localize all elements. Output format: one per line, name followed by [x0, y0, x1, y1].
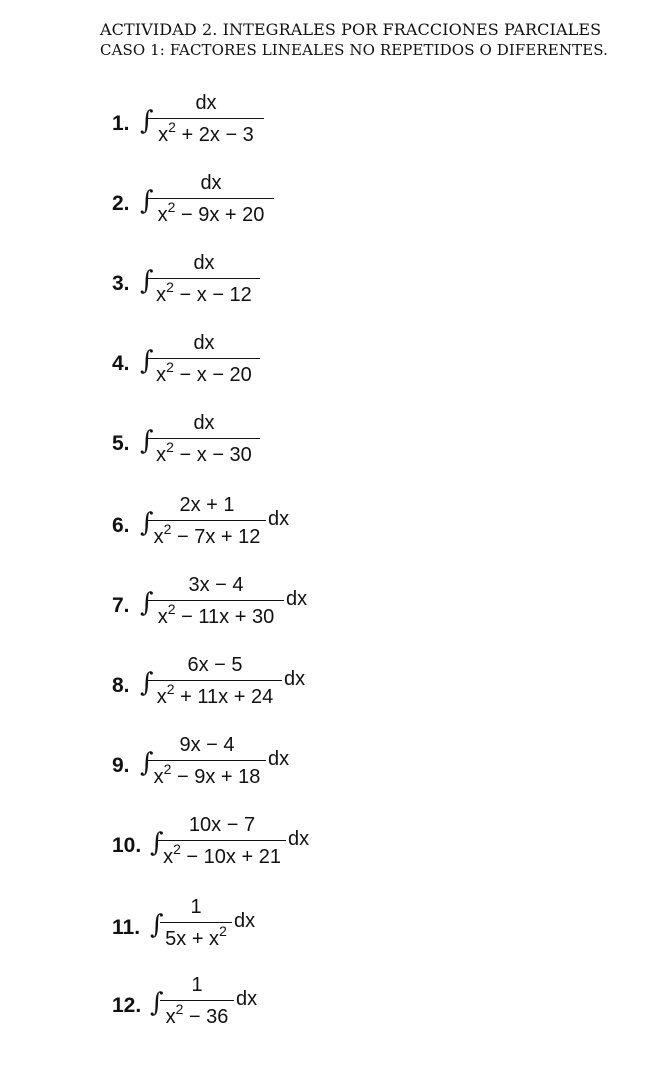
- problem-number: 1.: [112, 112, 130, 135]
- denominator-base: x: [157, 606, 168, 628]
- fraction: [148, 168, 274, 229]
- fraction: [148, 408, 260, 469]
- fraction: [148, 730, 266, 791]
- denominator-rest: − x − 20: [173, 364, 252, 386]
- problem-number: 6.: [112, 514, 130, 537]
- exponent: 2: [166, 681, 175, 697]
- numerator: dx: [193, 332, 215, 354]
- problem-number: 4.: [112, 352, 130, 375]
- denominator-base: x: [165, 1006, 176, 1028]
- denominator-rest: − 9x + 18: [171, 766, 261, 788]
- differential: dx: [268, 508, 290, 530]
- differential: dx: [268, 748, 290, 770]
- denominator-base: x: [156, 444, 167, 466]
- denominator-base: 5x + x: [165, 928, 220, 950]
- integral-sign: ∫: [140, 106, 154, 136]
- numerator: 2x + 1: [179, 494, 235, 516]
- denominator-rest: − x − 30: [173, 444, 252, 466]
- denominator-base: x: [156, 364, 167, 386]
- denominator: [148, 199, 274, 229]
- problem-number: 5.: [112, 432, 130, 455]
- denominator-base: x: [153, 766, 164, 788]
- denominator: [148, 521, 266, 551]
- differential: dx: [284, 668, 306, 690]
- problem-number: 9.: [112, 754, 130, 777]
- denominator-rest: − x − 12: [173, 284, 252, 306]
- fraction: [160, 970, 234, 1031]
- differential: dx: [236, 988, 258, 1010]
- denominator-base: x: [157, 204, 168, 226]
- integral-sign: ∫: [140, 748, 154, 778]
- exponent: 2: [219, 923, 227, 939]
- denominator: [148, 279, 260, 309]
- exponent: 2: [168, 119, 176, 135]
- integral-sign: ∫: [140, 266, 154, 296]
- numerator: 1: [190, 896, 202, 918]
- page-title: ACTIVIDAD 2. INTEGRALES POR FRACCIONES PARCIALES: [100, 20, 602, 39]
- denominator-base: x: [158, 124, 169, 146]
- exponent: 2: [166, 439, 174, 455]
- fraction: [148, 570, 284, 631]
- fraction: [148, 490, 266, 551]
- page-subtitle: CASO 1: FACTORES LINEALES NO REPETIDOS O DIFERENTES.: [100, 41, 608, 59]
- denominator: [160, 923, 232, 953]
- numerator: 10x − 7: [188, 814, 256, 836]
- exponent: 2: [167, 199, 176, 215]
- problem-number: 12.: [112, 994, 142, 1017]
- denominator: [148, 439, 260, 469]
- exponent: 2: [166, 279, 174, 295]
- denominator-rest: − 10x + 21: [180, 846, 281, 868]
- denominator: [148, 681, 282, 711]
- numerator: dx: [193, 412, 215, 434]
- denominator-rest: + 2x − 3: [175, 124, 254, 146]
- exponent: 2: [163, 521, 172, 537]
- header: [100, 20, 608, 60]
- exponent: 2: [175, 1001, 184, 1017]
- denominator-rest: − 11x + 30: [175, 606, 275, 628]
- integral-sign: ∫: [150, 988, 164, 1018]
- differential: dx: [286, 588, 308, 610]
- numerator: 1: [191, 974, 203, 996]
- problem-number: 2.: [112, 192, 130, 215]
- denominator-rest: − 9x + 20: [175, 204, 265, 226]
- denominator: [148, 601, 284, 631]
- numerator: dx: [200, 172, 222, 194]
- numerator: 9x − 4: [179, 734, 235, 756]
- numerator: 6x − 5: [187, 654, 243, 676]
- denominator-base: x: [156, 284, 167, 306]
- denominator: [148, 761, 266, 791]
- differential: dx: [234, 910, 256, 932]
- exponent: 2: [166, 359, 174, 375]
- denominator-rest: + 11x + 24: [174, 686, 274, 708]
- denominator-rest: − 7x + 12: [171, 526, 261, 548]
- problem-number: 7.: [112, 594, 130, 617]
- problem-number: 3.: [112, 272, 130, 295]
- integral-sign: ∫: [140, 346, 154, 376]
- integral-sign: ∫: [150, 910, 164, 940]
- denominator-base: x: [156, 686, 167, 708]
- denominator: [158, 841, 286, 871]
- differential: dx: [288, 828, 310, 850]
- fraction: [148, 248, 260, 309]
- denominator-rest: − 36: [183, 1006, 229, 1028]
- numerator: dx: [195, 92, 217, 114]
- exponent: 2: [167, 601, 176, 617]
- integral-sign: ∫: [140, 668, 154, 698]
- fraction: [148, 88, 264, 149]
- fraction: [148, 328, 260, 389]
- integral-sign: ∫: [150, 828, 164, 858]
- numerator: dx: [193, 252, 215, 274]
- problem-number: 8.: [112, 674, 130, 697]
- fraction: [160, 892, 232, 953]
- denominator: [148, 359, 260, 389]
- exponent: 2: [163, 761, 172, 777]
- problem-number: 10.: [112, 834, 142, 857]
- denominator-base: x: [153, 526, 164, 548]
- exponent: 2: [173, 841, 181, 857]
- fraction: [148, 650, 282, 711]
- fraction: [158, 810, 286, 871]
- integral-sign: ∫: [140, 186, 154, 216]
- problem-number: 11.: [112, 916, 141, 939]
- numerator: 3x − 4: [188, 574, 244, 596]
- denominator: [148, 119, 264, 149]
- integral-sign: ∫: [140, 426, 154, 456]
- integral-sign: ∫: [140, 588, 154, 618]
- integral-sign: ∫: [140, 508, 154, 538]
- denominator-base: x: [163, 846, 174, 868]
- denominator: [160, 1001, 234, 1031]
